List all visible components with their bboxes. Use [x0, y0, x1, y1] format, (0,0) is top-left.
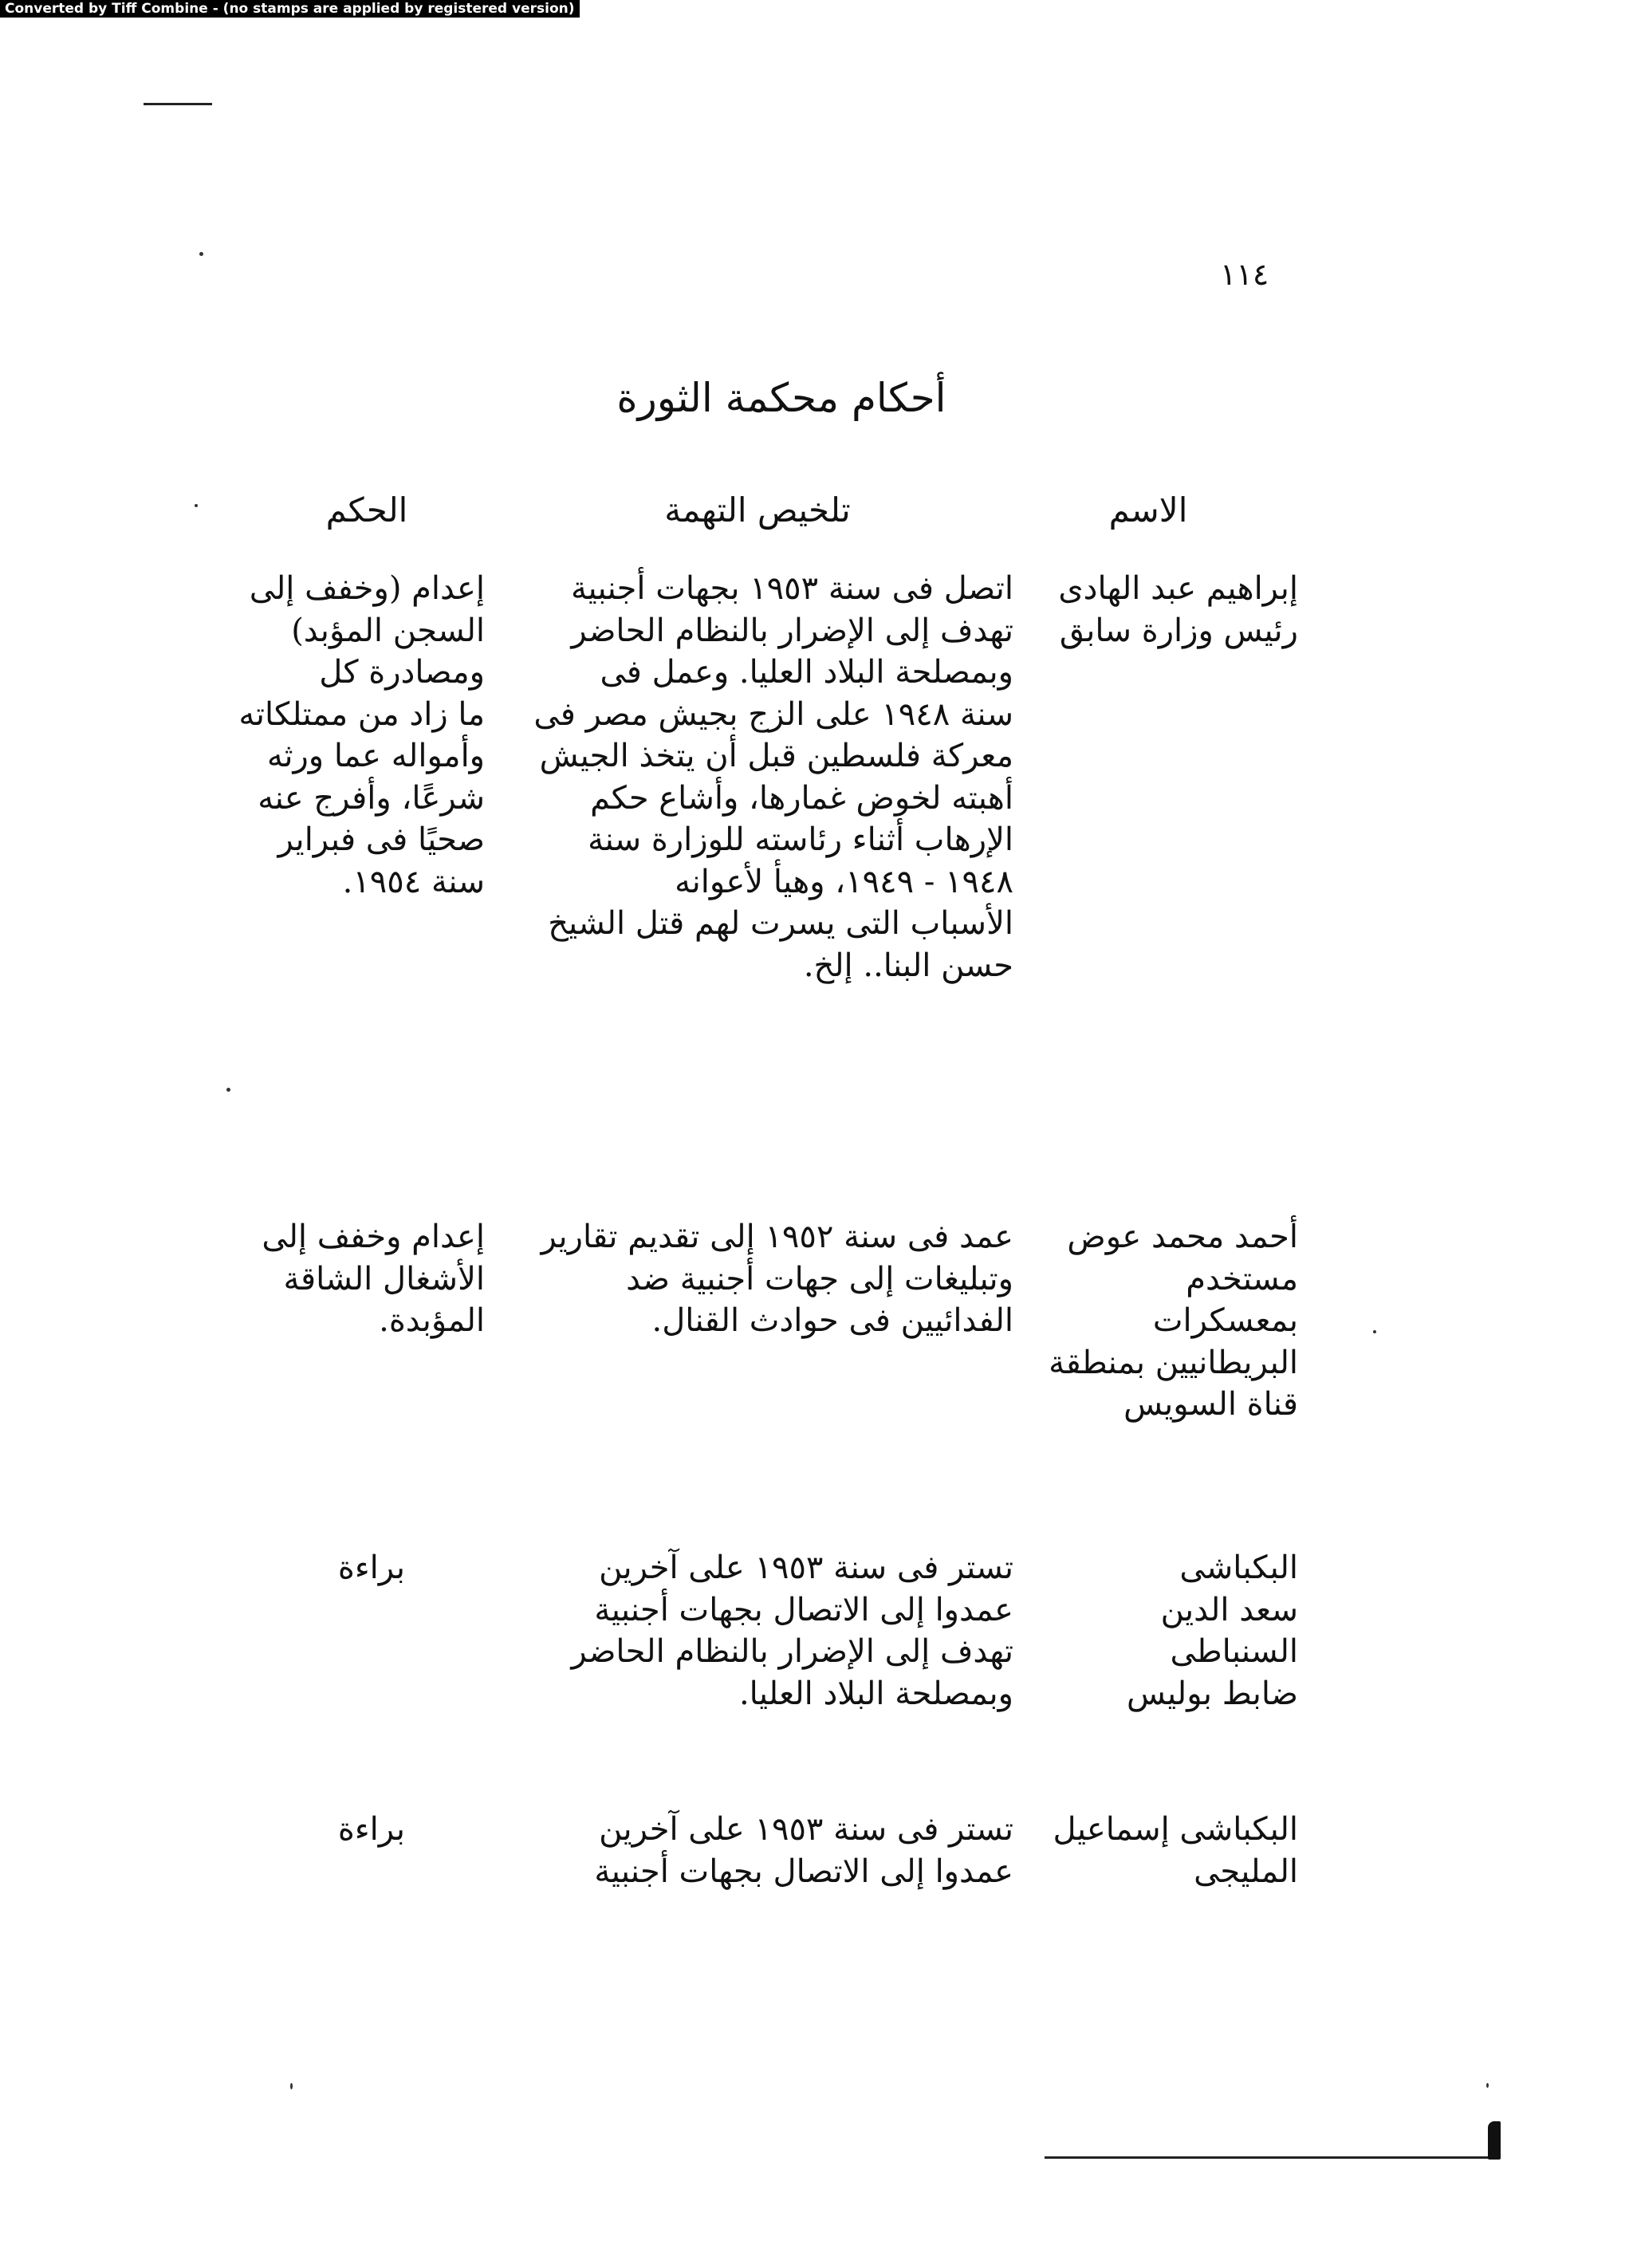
scan-speck [290, 2083, 293, 2089]
scan-speck [195, 504, 198, 507]
bottom-rule-mark [1488, 2121, 1501, 2160]
entry-2-name: أحمد محمد عوض مستخدم بمعسكرات البريطانيين بمنطقة قناة السويس [1049, 1219, 1298, 1423]
scan-speck [1486, 2083, 1489, 2088]
converter-banner: Converted by Tiff Combine - (no stamps are applied by registered version) [0, 0, 580, 18]
header-verdict: الحكم [325, 490, 408, 530]
entry-1-charge: اتصل فى سنة ١٩٥٣ بجهات أجنبية تهدف إلى الإضرار بالنظام الحاضر وبمصلحة البلاد العليا. وعمل فى سنة ١٩٤٨ على الزج بجيش مصر فى معركة فلسطين قبل أن يتخذ الجيش أهبته لخوض غمارها، وأشاع حكم الإرهاب أثناء رئاسته للوزارة سنة ١٩٤٨ - ١٩٤٩، وهيأ لأعوانه الأسباب التى يسرت لهم قتل الشيخ حسن البنا.. إلخ. [533, 570, 1013, 984]
bottom-rule [1045, 2156, 1497, 2159]
entry-2-charge: عمد فى سنة ١٩٥٢ إلى تقديم تقارير وتبليغات إلى جهات أجنبية ضد الفدائيين فى حوادث القنال. [541, 1219, 1013, 1339]
scan-speck [199, 252, 203, 256]
entry-2-verdict: إعدام وخفف إلى الأشغال الشاقة المؤبدة. [262, 1219, 485, 1339]
entry-4-verdict: براءة [337, 1811, 405, 1848]
scan-speck [1373, 1330, 1376, 1333]
entry-4-name: البكباشى إسماعيل المليجى [1053, 1811, 1298, 1890]
header-name: الاسم [1108, 490, 1188, 530]
page-number: ١١٤ [1220, 257, 1269, 292]
top-rule [144, 103, 212, 105]
entry-1-verdict: إعدام (وخفف إلى السجن المؤبد) ومصادرة كل ما زاد من ممتلكاته وأمواله عما ورثه شرعًا، وأفرج عنه صحيًا فى فبراير سنة ١٩٥٤. [238, 570, 485, 900]
entry-1-name: إبراهيم عبد الهادى رئيس وزارة سابق [1058, 570, 1298, 649]
header-charge: تلخيص التهمة [664, 490, 851, 530]
entry-4-charge: تستر فى سنة ١٩٥٣ على آخرين عمدوا إلى الاتصال بجهات أجنبية [594, 1811, 1013, 1890]
entry-3-charge: تستر فى سنة ١٩٥٣ على آخرين عمدوا إلى الاتصال بجهات أجنبية تهدف إلى الإضرار بالنظام الحاضر وبمصلحة البلاد العليا. [571, 1549, 1013, 1712]
page-title: أحكام محكمة الثورة [616, 375, 946, 421]
entry-3-name: البكباشى سعد الدين السنباطى ضابط بوليس [1126, 1549, 1298, 1712]
scan-speck [226, 1088, 230, 1092]
entry-3-verdict: براءة [337, 1549, 405, 1586]
